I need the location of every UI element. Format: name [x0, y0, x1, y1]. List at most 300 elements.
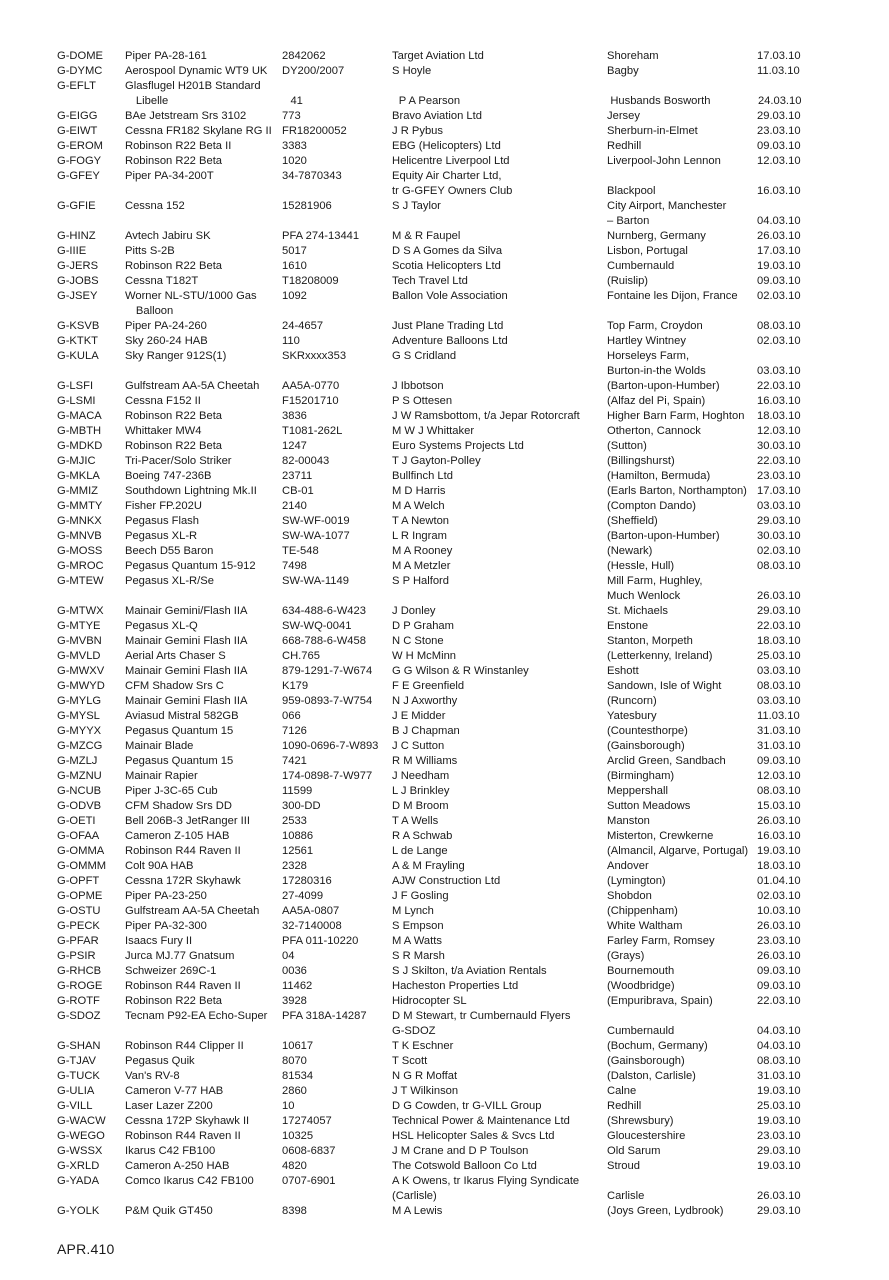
registration-cell: G-MDKD — [57, 440, 103, 452]
registration-cell: G-OFAA — [57, 830, 100, 842]
date-cell — [757, 1009, 817, 1024]
owner-cell: S J Taylor — [392, 200, 441, 212]
aircraft-type-cell: Balloon — [135, 305, 174, 317]
registration-cell: G-LSMI — [57, 395, 96, 407]
register-row — [57, 289, 817, 304]
base-cell: Old Sarum — [607, 1145, 661, 1157]
serial-number-cell: 879-1291-7-W674 — [282, 665, 373, 677]
serial-number-cell: PFA 011-10220 — [282, 935, 359, 947]
register-row — [57, 724, 817, 739]
register-row — [57, 1099, 817, 1114]
registration-cell: G-JERS — [57, 260, 99, 272]
owner-cell: J W Ramsbottom, t/a Jepar Rotorcraft — [392, 410, 580, 422]
aircraft-type-cell: Tecnam P92-EA Echo-Super — [125, 1010, 268, 1022]
date-cell: 26.03.10 — [757, 590, 801, 602]
aircraft-type-cell: Pitts S-2B — [125, 245, 175, 257]
base-cell: Enstone — [607, 620, 649, 632]
serial-number-cell: 2328 — [282, 860, 307, 872]
aircraft-type-cell: Cameron A-250 HAB — [125, 1160, 230, 1172]
aircraft-register-table — [57, 49, 817, 1219]
registration-cell: G-ROGE — [57, 980, 103, 992]
aircraft-type-cell: Robinson R22 Beta — [125, 440, 223, 452]
serial-number-cell — [282, 589, 392, 604]
register-row — [57, 304, 817, 319]
base-cell: – Barton — [607, 215, 650, 227]
serial-number-cell: CB-01 — [282, 485, 314, 497]
date-cell: 17.03.10 — [757, 485, 801, 497]
date-cell: 17.03.10 — [757, 50, 801, 62]
register-row — [57, 319, 817, 334]
date-cell: 01.04.10 — [757, 875, 801, 887]
serial-number-cell: 7126 — [282, 725, 307, 737]
serial-number-cell: 634-488-6-W423 — [282, 605, 366, 617]
registration-cell: G-MWYD — [57, 680, 105, 692]
owner-cell: T K Eschner — [392, 1040, 454, 1052]
aircraft-type-cell: Mainair Blade — [125, 740, 194, 752]
date-cell: 09.03.10 — [757, 140, 801, 152]
aircraft-type-cell: Schweizer 269C-1 — [125, 965, 217, 977]
register-row — [57, 424, 817, 439]
registration-cell: G-KULA — [57, 350, 99, 362]
serial-number-cell: SW-WF-0019 — [282, 515, 350, 527]
serial-number-cell: 11599 — [282, 785, 313, 797]
date-cell: 12.03.10 — [757, 770, 801, 782]
register-row — [57, 469, 817, 484]
base-cell: Burton-in-the Wolds — [607, 365, 706, 377]
owner-cell: M A Watts — [392, 935, 442, 947]
registration-cell: G-KSVB — [57, 320, 100, 332]
registration-cell: G-EROM — [57, 140, 103, 152]
register-row — [57, 199, 817, 214]
aircraft-type-cell: Robinson R22 Beta — [125, 410, 223, 422]
base-cell: Arclid Green, Sandbach — [607, 755, 726, 767]
aircraft-type-cell: Mainair Gemini Flash IIA — [125, 695, 248, 707]
serial-number-cell: 11462 — [282, 980, 313, 992]
register-row — [57, 1039, 817, 1054]
aircraft-type-cell: Aerial Arts Chaser S — [125, 650, 226, 662]
serial-number-cell: 1090-0696-7-W893 — [282, 740, 379, 752]
register-row — [57, 394, 817, 409]
serial-number-cell — [282, 364, 392, 379]
aircraft-type-cell: Sky 260-24 HAB — [125, 335, 208, 347]
register-row — [57, 1144, 817, 1159]
serial-number-cell — [282, 184, 392, 199]
aircraft-type-cell: Comco Ikarus C42 FB100 — [125, 1175, 254, 1187]
date-cell: 22.03.10 — [757, 455, 801, 467]
date-cell: 08.03.10 — [757, 560, 801, 572]
date-cell: 19.03.10 — [757, 1115, 801, 1127]
date-cell: 29.03.10 — [757, 1205, 801, 1217]
date-cell: 10.03.10 — [757, 905, 801, 917]
date-cell: 26.03.10 — [757, 230, 801, 242]
registration-cell: G-WACW — [57, 1115, 106, 1127]
date-cell: 09.03.10 — [757, 965, 801, 977]
aircraft-type-cell: Southdown Lightning Mk.II — [125, 485, 257, 497]
owner-cell: N G R Moffat — [392, 1070, 458, 1082]
base-cell: (Almancil, Algarve, Portugal) — [607, 845, 749, 857]
base-cell: (Grays) — [607, 950, 645, 962]
owner-cell: J E Midder — [392, 710, 446, 722]
serial-number-cell: DY200/2007 — [282, 65, 345, 77]
date-cell: 11.03.10 — [757, 65, 800, 77]
base-cell: (Countesthorpe) — [607, 725, 688, 737]
register-row — [57, 829, 817, 844]
owner-cell: J R Pybus — [392, 125, 443, 137]
registration-cell — [57, 184, 125, 199]
serial-number-cell: 1610 — [282, 260, 307, 272]
aircraft-type-cell: Piper PA-24-260 — [125, 320, 207, 332]
base-cell: Stanton, Morpeth — [607, 635, 693, 647]
date-cell — [757, 79, 817, 94]
owner-cell: T Scott — [392, 1055, 428, 1067]
date-cell: 29.03.10 — [757, 110, 801, 122]
base-cell: (Billingshurst) — [607, 455, 675, 467]
base-cell — [607, 1174, 757, 1189]
date-cell: 26.03.10 — [757, 920, 801, 932]
base-cell: (Sutton) — [607, 440, 647, 452]
registration-cell: G-PECK — [57, 920, 100, 932]
aircraft-type-cell: Colt 90A HAB — [125, 860, 194, 872]
base-cell: Nurnberg, Germany — [607, 230, 706, 242]
registration-cell: G-MVLD — [57, 650, 101, 662]
date-cell: 19.03.10 — [757, 260, 801, 272]
owner-cell: T A Newton — [392, 515, 450, 527]
base-cell: (Compton Dando) — [607, 500, 696, 512]
registration-cell: G-KTKT — [57, 335, 99, 347]
serial-number-cell: 174-0898-7-W977 — [282, 770, 373, 782]
date-cell: 17.03.10 — [757, 245, 801, 257]
date-cell: 08.03.10 — [757, 1055, 801, 1067]
date-cell — [758, 304, 817, 319]
base-cell: Lisbon, Portugal — [607, 245, 688, 257]
date-cell: 03.03.10 — [757, 695, 801, 707]
owner-cell: M A Rooney — [392, 545, 453, 557]
register-row — [57, 589, 817, 604]
registration-cell: G-NCUB — [57, 785, 102, 797]
register-row — [57, 1174, 817, 1189]
aircraft-type-cell: Pegasus Flash — [125, 515, 200, 527]
aircraft-type-cell: Mainair Rapier — [125, 770, 198, 782]
aircraft-type-cell: Isaacs Fury II — [125, 935, 193, 947]
owner-cell: M W J Whittaker — [392, 425, 475, 437]
serial-number-cell — [282, 214, 392, 229]
serial-number-cell: 8070 — [282, 1055, 307, 1067]
serial-number-cell: 10886 — [282, 830, 314, 842]
serial-number-cell: 10 — [282, 1100, 295, 1112]
register-row — [57, 844, 817, 859]
aircraft-type-cell: Pegasus XL-Q — [125, 620, 198, 632]
date-cell: 23.03.10 — [757, 125, 801, 137]
serial-number-cell: 8398 — [282, 1205, 307, 1217]
base-cell: Husbands Bosworth — [610, 95, 711, 107]
registration-cell: G-IIIE — [57, 245, 87, 257]
register-row — [57, 1204, 817, 1219]
owner-cell: T A Wells — [392, 815, 439, 827]
register-row — [57, 409, 817, 424]
registration-cell: G-MTEW — [57, 575, 104, 587]
registration-cell: G-MKLA — [57, 470, 100, 482]
base-cell — [607, 79, 757, 94]
base-cell: Sutton Meadows — [607, 800, 691, 812]
register-row — [57, 334, 817, 349]
owner-cell: L J Brinkley — [392, 785, 450, 797]
serial-number-cell — [290, 304, 398, 319]
register-row — [57, 1054, 817, 1069]
aircraft-type-cell: Mainair Gemini Flash IIA — [125, 665, 248, 677]
serial-number-cell: 066 — [282, 710, 301, 722]
base-cell: (Empuribrava, Spain) — [607, 995, 713, 1007]
aircraft-type-cell: Van's RV-8 — [125, 1070, 180, 1082]
base-cell: (Shrewsbury) — [607, 1115, 674, 1127]
date-cell: 18.03.10 — [757, 410, 801, 422]
aircraft-type-cell: Avtech Jabiru SK — [125, 230, 211, 242]
registration-cell: G-MYLG — [57, 695, 102, 707]
aircraft-type-cell — [125, 364, 282, 379]
serial-number-cell: FR18200052 — [282, 125, 347, 137]
serial-number-cell: SKRxxxx353 — [282, 350, 347, 362]
aircraft-type-cell: Piper PA-32-300 — [125, 920, 207, 932]
base-cell: Jersey — [607, 110, 640, 122]
aircraft-type-cell: Robinson R22 Beta — [125, 995, 223, 1007]
owner-cell: Technical Power & Maintenance Ltd — [392, 1115, 570, 1127]
base-cell: Redhill — [607, 140, 642, 152]
registration-cell: G-FOGY — [57, 155, 102, 167]
aircraft-type-cell: Robinson R22 Beta II — [125, 140, 232, 152]
owner-cell: Bullfinch Ltd — [392, 470, 453, 482]
base-cell: Calne — [607, 1085, 637, 1097]
registration-cell: G-OETI — [57, 815, 96, 827]
owner-cell: M D Harris — [392, 485, 446, 497]
register-row — [57, 904, 817, 919]
date-cell: 26.03.10 — [757, 815, 801, 827]
serial-number-cell: 27-4099 — [282, 890, 324, 902]
registration-cell: G-TUCK — [57, 1070, 100, 1082]
serial-number-cell — [282, 1024, 392, 1039]
base-cell: Cumbernauld — [607, 260, 675, 272]
registration-cell: G-MYSL — [57, 710, 100, 722]
serial-number-cell: 15281906 — [282, 200, 332, 212]
registration-cell: G-PFAR — [57, 935, 99, 947]
register-row — [57, 274, 817, 289]
date-cell: 26.03.10 — [757, 950, 801, 962]
aircraft-type-cell: Cameron Z-105 HAB — [125, 830, 230, 842]
registration-cell: G-MZCG — [57, 740, 103, 752]
base-cell: Eshott — [607, 665, 639, 677]
serial-number-cell: 12561 — [282, 845, 314, 857]
base-cell: (Woodbridge) — [607, 980, 675, 992]
register-row — [57, 169, 817, 184]
aircraft-type-cell: Pegasus Quantum 15 — [125, 755, 234, 767]
date-cell: 30.03.10 — [757, 440, 801, 452]
registration-cell: G-MMIZ — [57, 485, 99, 497]
date-cell — [757, 1174, 817, 1189]
register-row — [57, 184, 817, 199]
owner-cell — [399, 304, 611, 319]
registration-cell: G-GFIE — [57, 200, 96, 212]
registration-cell: G-WSSX — [57, 1145, 103, 1157]
register-row — [57, 1084, 817, 1099]
register-row — [57, 979, 817, 994]
base-cell: Top Farm, Croydon — [607, 320, 703, 332]
serial-number-cell: AA5A-0807 — [282, 905, 340, 917]
aircraft-type-cell — [125, 184, 282, 199]
date-cell: 08.03.10 — [757, 320, 801, 332]
base-cell: Andover — [607, 860, 649, 872]
register-row — [57, 754, 817, 769]
registration-cell — [57, 1024, 125, 1039]
register-row — [57, 364, 817, 379]
register-row — [57, 499, 817, 514]
register-row — [57, 739, 817, 754]
owner-cell: J Ibbotson — [392, 380, 444, 392]
registration-cell: G-JSEY — [57, 290, 98, 302]
serial-number-cell: SW-WA-1149 — [282, 575, 349, 587]
owner-cell: S Empson — [392, 920, 444, 932]
serial-number-cell: 0608-6837 — [282, 1145, 336, 1157]
register-row — [57, 514, 817, 529]
serial-number-cell: SW-WQ-0041 — [282, 620, 352, 632]
owner-cell — [392, 79, 607, 94]
owner-cell: M Lynch — [392, 905, 434, 917]
owner-cell: Tech Travel Ltd — [392, 275, 468, 287]
aircraft-type-cell: Robinson R44 Raven II — [125, 980, 241, 992]
owner-cell: M A Welch — [392, 500, 445, 512]
date-cell: 16.03.10 — [757, 830, 801, 842]
date-cell: 16.03.10 — [757, 395, 801, 407]
aircraft-type-cell — [125, 1189, 282, 1204]
aircraft-type-cell — [125, 589, 282, 604]
owner-cell: P S Ottesen — [392, 395, 453, 407]
owner-cell: G S Cridland — [392, 350, 457, 362]
base-cell: City Airport, Manchester — [607, 200, 727, 212]
register-row — [57, 949, 817, 964]
register-row — [57, 439, 817, 454]
register-row — [57, 814, 817, 829]
base-cell: (Alfaz del Pi, Spain) — [607, 395, 706, 407]
base-cell: (Ruislip) — [607, 275, 649, 287]
registration-cell: G-DYMC — [57, 65, 103, 77]
aircraft-type-cell: Gulfstream AA-5A Cheetah — [125, 905, 260, 917]
registration-cell: G-VILL — [57, 1100, 93, 1112]
base-cell: Mill Farm, Hughley, — [607, 575, 703, 587]
registration-cell: G-LSFI — [57, 380, 94, 392]
registration-cell: G-SHAN — [57, 1040, 101, 1052]
owner-cell: D G Cowden, tr G-VILL Group — [392, 1100, 542, 1112]
date-cell: 24.03.10 — [757, 95, 802, 107]
base-cell: (Runcorn) — [607, 695, 657, 707]
register-row — [57, 64, 817, 79]
serial-number-cell: 2140 — [282, 500, 307, 512]
serial-number-cell: 1092 — [282, 290, 307, 302]
date-cell: 12.03.10 — [757, 155, 801, 167]
base-cell: (Gainsborough) — [607, 1055, 685, 1067]
date-cell: 03.03.10 — [757, 500, 801, 512]
registration-cell: G-JOBS — [57, 275, 99, 287]
serial-number-cell: 82-00043 — [282, 455, 330, 467]
aircraft-type-cell: Pegasus Quik — [125, 1055, 195, 1067]
base-cell: (Birmingham) — [607, 770, 675, 782]
registration-cell: G-EIGG — [57, 110, 98, 122]
owner-cell: M & R Faupel — [392, 230, 461, 242]
serial-number-cell: 1020 — [282, 155, 307, 167]
aircraft-type-cell: Jurca MJ.77 Gnatsum — [125, 950, 235, 962]
date-cell: 02.03.10 — [757, 545, 801, 557]
register-row — [57, 94, 817, 109]
base-cell: Blackpool — [607, 185, 656, 197]
date-cell: 09.03.10 — [757, 755, 801, 767]
serial-number-cell: 959-0893-7-W754 — [282, 695, 373, 707]
owner-cell: Hacheston Properties Ltd — [392, 980, 519, 992]
registration-cell: G-YADA — [57, 1175, 100, 1187]
serial-number-cell: 10325 — [282, 1130, 314, 1142]
owner-cell: The Cotswold Balloon Co Ltd — [392, 1160, 537, 1172]
registration-cell: G-DOME — [57, 50, 103, 62]
date-cell: 23.03.10 — [757, 470, 801, 482]
register-row — [57, 1009, 817, 1024]
registration-cell: G-GFEY — [57, 170, 100, 182]
registration-cell — [57, 304, 124, 319]
date-cell: 31.03.10 — [757, 1070, 801, 1082]
owner-cell: L R Ingram — [392, 530, 447, 542]
aircraft-type-cell: Pegasus XL-R/Se — [125, 575, 214, 587]
base-cell: Liverpool-John Lennon — [607, 155, 721, 167]
base-cell: Farley Farm, Romsey — [607, 935, 715, 947]
aircraft-type-cell: Robinson R22 Beta — [125, 260, 223, 272]
register-row — [57, 994, 817, 1009]
register-row — [57, 109, 817, 124]
register-row — [57, 244, 817, 259]
page-number: APR.410 — [57, 1241, 115, 1257]
registration-cell — [57, 214, 125, 229]
aircraft-type-cell — [125, 214, 282, 229]
base-cell: (Earls Barton, Northampton) — [607, 485, 747, 497]
owner-cell: Hidrocopter SL — [392, 995, 467, 1007]
register-row — [57, 574, 817, 589]
base-cell: (Barton-upon-Humber) — [607, 380, 720, 392]
registration-cell: G-MNVB — [57, 530, 102, 542]
date-cell: 03.03.10 — [757, 665, 801, 677]
serial-number-cell: 23711 — [282, 470, 313, 482]
base-cell: Gloucestershire — [607, 1130, 686, 1142]
serial-number-cell: 2842062 — [282, 50, 326, 62]
owner-cell: J T Wilkinson — [392, 1085, 459, 1097]
serial-number-cell: 110 — [282, 335, 300, 347]
date-cell: 02.03.10 — [757, 890, 801, 902]
base-cell: (Newark) — [607, 545, 653, 557]
base-cell: Bagby — [607, 65, 639, 77]
owner-cell: (Carlisle) — [392, 1190, 437, 1202]
register-row — [57, 919, 817, 934]
register-row — [57, 634, 817, 649]
register-row — [57, 379, 817, 394]
date-cell: 22.03.10 — [757, 620, 801, 632]
register-row — [57, 49, 817, 64]
registration-cell: G-XRLD — [57, 1160, 100, 1172]
serial-number-cell: 3928 — [282, 995, 307, 1007]
date-cell: 23.03.10 — [757, 1130, 801, 1142]
aircraft-type-cell: Cessna F152 II — [125, 395, 201, 407]
owner-cell: D M Broom — [392, 800, 449, 812]
base-cell: Shoreham — [607, 50, 659, 62]
aircraft-type-cell: Cameron V-77 HAB — [125, 1085, 224, 1097]
register-row — [57, 139, 817, 154]
serial-number-cell: 41 — [290, 95, 303, 107]
owner-cell: J C Sutton — [392, 740, 445, 752]
serial-number-cell: 300-DD — [282, 800, 321, 812]
registration-cell: G-OPME — [57, 890, 103, 902]
registration-cell — [57, 1189, 125, 1204]
date-cell — [757, 349, 817, 364]
